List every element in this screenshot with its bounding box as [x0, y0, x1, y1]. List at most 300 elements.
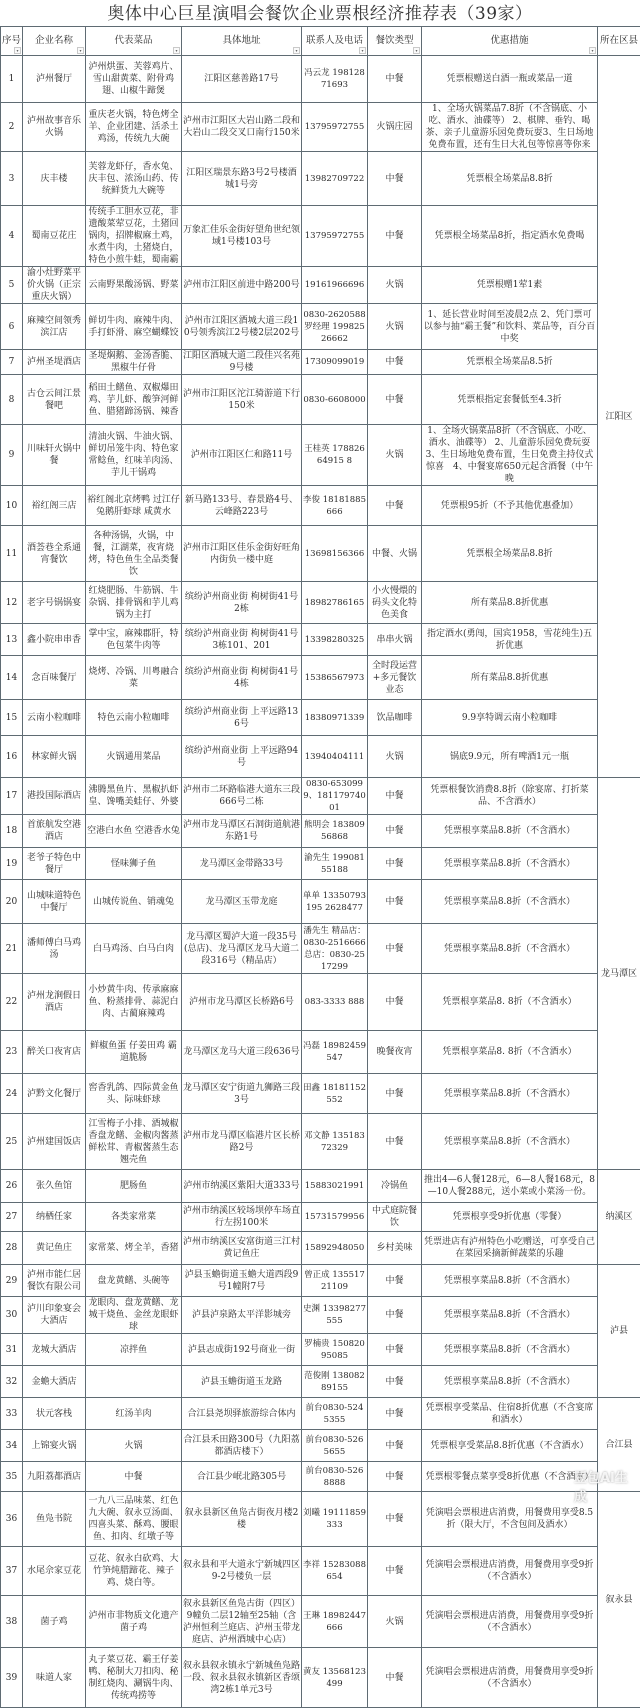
table-row — [1, 582, 640, 624]
table-row — [1, 924, 640, 974]
signature-dishes-cell: 怪味狮子鱼 — [86, 848, 182, 880]
restaurant-name-cell: 渝小灶野菜平价火锅（正宗重庆火锅） — [23, 267, 86, 304]
table-row — [1, 375, 640, 425]
header-type[interactable]: 餐饮类型 ▾ — [368, 27, 422, 56]
signature-dishes-cell — [86, 1366, 182, 1398]
address-cell: 缤纷泸州商业街 上平远路94号 — [182, 736, 302, 778]
table-row — [1, 1114, 640, 1170]
row-number-cell: 14 — [1, 656, 23, 700]
offer-cell: 凭票根指定套餐低至4.3折 — [422, 375, 598, 425]
address-cell: 龙马潭区蜀泸大道一段35号(总店)、龙马潭区龙马大道二段316号（精品店） — [182, 924, 302, 974]
row-number-cell: 5 — [1, 267, 23, 304]
table-row — [1, 486, 640, 526]
cuisine-type-cell: 晚餐夜宵 — [368, 1031, 422, 1074]
address-cell: 缤纷泸州商业街 上平远路136号 — [182, 700, 302, 736]
filter-dropdown-icon[interactable]: ▾ — [293, 47, 300, 54]
filter-dropdown-icon[interactable]: ▾ — [14, 47, 21, 54]
header-row — [1, 27, 640, 56]
filter-dropdown-icon[interactable]: ▾ — [413, 47, 420, 54]
address-cell: 江阳区慈善路17号 — [182, 56, 302, 103]
row-number-cell: 28 — [1, 1232, 23, 1265]
offer-cell: 凭票根享菜品8.8折（不含酒水） — [422, 1265, 598, 1297]
row-number-cell: 33 — [1, 1398, 23, 1430]
signature-dishes-cell: 红烧肥肠、牛筋锅、牛杂锅、排骨锅和芋儿鸡锅为主打 — [86, 582, 182, 624]
row-number-cell: 25 — [1, 1114, 23, 1170]
signature-dishes-cell: 裕红阁北京烤鸭 过江仔兔鹅肝虾球 咸黄水 — [86, 486, 182, 526]
row-number-cell: 3 — [1, 152, 23, 206]
address-cell: 万象汇佳乐金街好望角世纪领域1号楼103号 — [182, 206, 302, 267]
watermark: 豆包AI生成 — [574, 1467, 640, 1505]
offer-cell: 凭票根零餐点菜享受8折优惠（不含酒水） — [422, 1462, 598, 1492]
contact-cell: 史渊 13398277555 — [302, 1297, 368, 1334]
cuisine-type-cell: 中餐 — [368, 1430, 422, 1462]
offer-cell: 凭票进店有泸州特色小吃赠送，可享受自己在菜园采摘新鲜蔬菜的乐趣 — [422, 1232, 598, 1265]
cuisine-type-cell: 串串火锅 — [368, 624, 422, 656]
district-cell: 龙马潭区 — [598, 778, 640, 1170]
contact-cell: 13940404111 — [302, 736, 368, 778]
restaurant-name-cell: 鱼凫书院 — [23, 1492, 86, 1547]
row-number-cell: 9 — [1, 425, 23, 486]
cuisine-type-cell: 中餐 — [368, 880, 422, 924]
cuisine-type-cell: 小火慢煨的码头文化特色美食 — [368, 582, 422, 624]
row-number-cell: 15 — [1, 700, 23, 736]
offer-cell: 凭票根享菜品8. 8折（不含酒水） — [422, 1031, 598, 1074]
restaurant-name-cell: 港投国际酒店 — [23, 778, 86, 815]
table-row — [1, 1265, 640, 1297]
cuisine-type-cell: 中餐 — [368, 1547, 422, 1596]
contact-cell: 0830-2620588 罗经理 19982526662 — [302, 304, 368, 350]
offer-cell: 指定酒水(勇闯，国宾1958，雪花纯生)五折优惠 — [422, 624, 598, 656]
cuisine-type-cell: 中餐 — [368, 152, 422, 206]
table-row — [1, 1074, 640, 1114]
signature-dishes-cell: 圣堤焖鹅、金汤香脆、黑椒牛仔骨 — [86, 350, 182, 375]
offer-cell: 凭票根餐饮消费8.8折（除宴席、打折菜品、不含酒水） — [422, 778, 598, 815]
address-cell: 龙马潭区安宁街道九狮路三段3号 — [182, 1074, 302, 1114]
district-cell: 叙永县 — [598, 1492, 640, 1708]
restaurant-name-cell: 鑫小院串串香 — [23, 624, 86, 656]
signature-dishes-cell: 火锅通用菜品 — [86, 736, 182, 778]
restaurant-name-cell: 古仓云间江景餐吧 — [23, 375, 86, 425]
address-cell: 叙永县新区鱼凫古街夜月楼2楼 — [182, 1492, 302, 1547]
address-cell: 泸州市纳溪区较场坝停车场直行左拐100米 — [182, 1203, 302, 1232]
offer-cell: 凭票根享菜品8.8折（不含酒水） — [422, 1366, 598, 1398]
district-cell: 纳溪区 — [598, 1170, 640, 1265]
table-row — [1, 1398, 640, 1430]
contact-cell: 罗楠贵 15082095085 — [302, 1334, 368, 1366]
offer-cell: 凭票根享受菜品、住宿8折优惠（不含宴席和酒水） — [422, 1398, 598, 1430]
table-row — [1, 526, 640, 582]
cuisine-type-cell: 中餐 — [368, 206, 422, 267]
restaurant-name-cell: 酒荟巷全系通宵餐饮 — [23, 526, 86, 582]
row-number-cell: 26 — [1, 1170, 23, 1203]
district-cell: 泸县 — [598, 1265, 640, 1398]
cuisine-type-cell: 火锅庄园 — [368, 103, 422, 152]
filter-dropdown-icon[interactable]: ▾ — [77, 47, 84, 54]
signature-dishes-cell: 清油火锅、牛油火锅、鲜切吊笼牛肉、特色家常鲶鱼，红味羊肉汤、芋儿干锅鸡 — [86, 425, 182, 486]
contact-cell: 渝先生 19908155188 — [302, 848, 368, 880]
cuisine-type-cell: 中餐 — [368, 1462, 422, 1492]
signature-dishes-cell: 盘龙黄鳝、头碗等 — [86, 1265, 182, 1297]
contact-cell: 邓文静 13518372329 — [302, 1114, 368, 1170]
contact-cell: 前台0830-5268888 — [302, 1462, 368, 1492]
restaurant-name-cell: 上锦宴火锅 — [23, 1430, 86, 1462]
restaurant-name-cell: 首旅航发空港酒店 — [23, 815, 86, 848]
contact-cell: 19161966696 — [302, 267, 368, 304]
restaurant-name-cell: 老爷子特色中餐厅 — [23, 848, 86, 880]
contact-cell: 17309099019 — [302, 350, 368, 375]
address-cell: 江阳区酒城大道二段佳兴名苑9号楼 — [182, 350, 302, 375]
signature-dishes-cell: 白马鸡汤、白马白肉 — [86, 924, 182, 974]
row-number-cell: 34 — [1, 1430, 23, 1462]
signature-dishes-cell: 重庆老火锅，特色烤全羊、企业团建、活杀土鸡汤，传统九大碗 — [86, 103, 182, 152]
contact-cell: 田鑫 18181152552 — [302, 1074, 368, 1114]
signature-dishes-cell: 泸州烘蛋、芙蓉鸡片、雪山甜黄菜、附骨鸡翅、山椒牛蹄煲 — [86, 56, 182, 103]
cuisine-type-cell: 中餐 — [368, 1074, 422, 1114]
contact-cell: 13398280325 — [302, 624, 368, 656]
signature-dishes-cell: 各种汤锅，火锅，中餐，江湖菜，夜宵烧烤，特色鱼生全品类餐饮 — [86, 526, 182, 582]
restaurant-name-cell: 九阳荔都酒店 — [23, 1462, 86, 1492]
row-number-cell: 30 — [1, 1297, 23, 1334]
signature-dishes-cell: 芙蓉龙虾仔，香水兔、庆丰包、浓汤山药、传统鲜货九大碗等 — [86, 152, 182, 206]
address-cell: 泸州市江阳区仁和路11号 — [182, 425, 302, 486]
table-row — [1, 1203, 640, 1232]
row-number-cell: 31 — [1, 1334, 23, 1366]
offer-cell: 凭演唱会票根进店消费，用餐费用享受9折（不含酒水） — [422, 1547, 598, 1596]
offer-cell: 凭票根全场菜品8.8折 — [422, 152, 598, 206]
table-row — [1, 848, 640, 880]
cuisine-type-cell: 中餐 — [368, 375, 422, 425]
signature-dishes-cell: 烧烤、冷锅、川粤融合菜 — [86, 656, 182, 700]
address-cell: 泸州市江阳区佳乐金街好旺角内街负一楼中庭 — [182, 526, 302, 582]
table-row — [1, 1297, 640, 1334]
signature-dishes-cell: 江雪梅子小排、酒城椒香盘龙鳝、金椒肉酱蒸鲜松茸、青椒酱蒸生态翘壳鱼 — [86, 1114, 182, 1170]
row-number-cell: 35 — [1, 1462, 23, 1492]
address-cell: 龙马潭区龙马大道三段636号 — [182, 1031, 302, 1074]
contact-cell: 潘先生 精品店：0830-2516666总店：0830-2517299 — [302, 924, 368, 974]
table-row — [1, 350, 640, 375]
filter-dropdown-icon[interactable]: ▾ — [173, 47, 180, 54]
cuisine-type-cell: 饮品咖啡 — [368, 700, 422, 736]
row-number-cell: 12 — [1, 582, 23, 624]
offer-cell: 凭票根全场菜品8折，指定酒水免费喝 — [422, 206, 598, 267]
signature-dishes-cell: 空港白水鱼 空港香水兔 — [86, 815, 182, 848]
row-number-cell: 20 — [1, 880, 23, 924]
table-row — [1, 1334, 640, 1366]
restaurant-name-cell: 味道人家 — [23, 1648, 86, 1708]
address-cell: 泸县玉蟾街道玉蟾大道西段9号1幢附7号 — [182, 1265, 302, 1297]
cuisine-type-cell: 中餐 — [368, 486, 422, 526]
restaurant-name-cell: 麻辣空间领秀滨江店 — [23, 304, 86, 350]
row-number-cell: 38 — [1, 1596, 23, 1648]
address-cell: 缤纷泸州商业街 枸树街41号4栋 — [182, 656, 302, 700]
offer-cell: 凭票根赠1荤1素 — [422, 267, 598, 304]
restaurant-name-cell: 状元客栈 — [23, 1398, 86, 1430]
cuisine-type-cell: 中餐 — [368, 1492, 422, 1547]
table-row — [1, 206, 640, 267]
offer-cell: 凭票根享菜品8.8折（不含酒水） — [422, 1334, 598, 1366]
restaurant-name-cell: 泸黔文化餐厅 — [23, 1074, 86, 1114]
row-number-cell: 4 — [1, 206, 23, 267]
table-row — [1, 267, 640, 304]
address-cell: 泸州市纳溪区安富街道三江村黄记鱼庄 — [182, 1232, 302, 1265]
row-number-cell: 6 — [1, 304, 23, 350]
signature-dishes-cell: 豆花、叙永白砍鸡、大竹笋炖腊蹄花、辣子鸡、烧白等。 — [86, 1547, 182, 1596]
contact-cell: 曾正成 13551721109 — [302, 1265, 368, 1297]
cuisine-type-cell: 中餐、火锅 — [368, 526, 422, 582]
signature-dishes-cell: 特色云南小粒咖啡 — [86, 700, 182, 736]
row-number-cell: 13 — [1, 624, 23, 656]
restaurant-name-cell: 泸州市能仁居餐饮有限公司 — [23, 1265, 86, 1297]
filter-dropdown-icon[interactable]: ▾ — [359, 47, 366, 54]
restaurant-name-cell: 云南小粒咖啡 — [23, 700, 86, 736]
signature-dishes-cell: 火锅 — [86, 1430, 182, 1462]
contact-cell: 0830-6608000 — [302, 375, 368, 425]
contact-cell: 15731579956 — [302, 1203, 368, 1232]
offer-cell: 凭票根全场菜品8.5折 — [422, 350, 598, 375]
cuisine-type-cell: 中餐 — [368, 1648, 422, 1708]
table-row — [1, 1462, 640, 1492]
cuisine-type-cell: 冷锅鱼 — [368, 1170, 422, 1203]
table-row — [1, 1547, 640, 1596]
contact-cell: 18380971339 — [302, 700, 368, 736]
contact-cell: 13982709722 — [302, 152, 368, 206]
cuisine-type-cell: 火锅 — [368, 304, 422, 350]
header-name[interactable]: 企业名称 ▾ — [23, 27, 86, 56]
header-district: 所在区县 — [598, 27, 640, 56]
filter-dropdown-icon[interactable]: ▾ — [589, 47, 596, 54]
contact-cell: 13795972755 — [302, 103, 368, 152]
table-row — [1, 1596, 640, 1648]
cuisine-type-cell: 中式庭院餐饮 — [368, 1203, 422, 1232]
signature-dishes-cell: 鲜切牛肉、麻辣牛肉、手打虾滑、麻空蝴蝶饺 — [86, 304, 182, 350]
table-row — [1, 656, 640, 700]
restaurant-name-cell: 老字号锅锅宴 — [23, 582, 86, 624]
offer-cell: 凭演唱会票根进店消费，用餐费用享受9折（不含酒水） — [422, 1648, 598, 1708]
contact-cell: 15883021991 — [302, 1170, 368, 1203]
header-address[interactable]: 具体地址 ▾ — [182, 27, 302, 56]
signature-dishes-cell: 传统手工胆水豆花，非遗酸菜荤豆花，土猪回锅肉，招牌椒麻土鸡，水煮牛肉，土猪烧白，特色小煎牛蛙，蜀南霸 — [86, 206, 182, 267]
restaurant-name-cell: 泸州餐厅 — [23, 56, 86, 103]
address-cell: 泸州市龙马潭区临港片区长桥路2号 — [182, 1114, 302, 1170]
row-number-cell: 23 — [1, 1031, 23, 1074]
offer-cell: 凭票根享菜品8.8折（不含酒水） — [422, 848, 598, 880]
row-number-cell: 18 — [1, 815, 23, 848]
contact-cell: 前台0830-5265655 — [302, 1430, 368, 1462]
offer-cell: 凭票根95折（不予其他优惠叠加） — [422, 486, 598, 526]
restaurant-name-cell: 泸州龙涧假日酒店 — [23, 974, 86, 1031]
offer-cell: 1、全场火锅菜品8折（不含锅底、小吃、酒水、油碟等） 2、儿童游乐园免费玩耍 3、生日场地免费布置，生日免费主持仪式惊喜 4、中餐宴席650元起含酒餐（中午晚 — [422, 425, 598, 486]
contact-cell: 13795972755 — [302, 206, 368, 267]
restaurant-name-cell: 泸川印象宴会大酒店 — [23, 1297, 86, 1334]
offer-cell: 凭票根享菜品8.8折（不含酒水） — [422, 880, 598, 924]
offer-cell: 凭票根享菜品8.8折（不含酒水） — [422, 815, 598, 848]
address-cell: 泸县泸泉路太平洋影城旁 — [182, 1297, 302, 1334]
restaurant-name-cell: 泸州建国饭店 — [23, 1114, 86, 1170]
signature-dishes-cell: 凉拌鱼 — [86, 1334, 182, 1366]
header-offer[interactable]: 优惠措施 ▾ — [422, 27, 598, 56]
cuisine-type-cell: 全时段运营+多元餐饮业态 — [368, 656, 422, 700]
cuisine-type-cell: 中餐 — [368, 1265, 422, 1297]
address-cell: 泸州市龙马潭区石洞街道航港东路1号 — [182, 815, 302, 848]
table-row — [1, 103, 640, 152]
signature-dishes-cell: 红汤羊肉 — [86, 1398, 182, 1430]
table-row — [1, 152, 640, 206]
signature-dishes-cell: 稻田土鳝鱼、双椒爆田鸡、芋儿虾、酸笋河鲜鱼、腊猪蹄汤锅、辣香 — [86, 375, 182, 425]
offer-cell: 所有菜品8.8折优惠 — [422, 656, 598, 700]
offer-cell: 凭票根全场菜品8.8折 — [422, 526, 598, 582]
signature-dishes-cell: 小炒黄牛肉、传承麻麻鱼、粉蒸排骨、蒜泥白肉、古蔺麻辣鸡 — [86, 974, 182, 1031]
restaurant-name-cell: 蜀南豆花庄 — [23, 206, 86, 267]
address-cell: 泸州市江阳区酒城大道三段10号领秀滨江2号楼2层202号 — [182, 304, 302, 350]
contact-cell: 刘曦 19111859333 — [302, 1492, 368, 1547]
table-row — [1, 736, 640, 778]
table-row — [1, 700, 640, 736]
contact-cell: 王琳 18982447666 — [302, 1596, 368, 1648]
address-cell: 叙永县叙永镇永宁新城鱼凫路一段、叙永县叙永镇新区香颂湾2栋1单元3号 — [182, 1648, 302, 1708]
address-cell: 泸州市纳溪区紫阳大道333号 — [182, 1170, 302, 1203]
restaurant-name-cell: 纳栖任家 — [23, 1203, 86, 1232]
cuisine-type-cell: 中餐 — [368, 350, 422, 375]
table-row — [1, 304, 640, 350]
table-row — [1, 778, 640, 815]
table-row — [1, 974, 640, 1031]
address-cell: 泸州市龙马潭区长桥路6号 — [182, 974, 302, 1031]
address-cell: 叙永县新区鱼凫古街（四区）9幢负二层12轴至25轴（含泸州恒利兰庭店、泸州玉带龙庭店、泸州酒城中心店） — [182, 1596, 302, 1648]
cuisine-type-cell: 火锅 — [368, 425, 422, 486]
header-contact[interactable]: 联系人及电话 ▾ — [302, 27, 368, 56]
row-number-cell: 7 — [1, 350, 23, 375]
address-cell: 泸州市江阳区前进中路200号 — [182, 267, 302, 304]
restaurant-name-cell: 水尾佘家豆花 — [23, 1547, 86, 1596]
district-cell: 江阳区 — [598, 56, 640, 778]
table-row — [1, 56, 640, 103]
table-row — [1, 425, 640, 486]
cuisine-type-cell: 乡村美味 — [368, 1232, 422, 1265]
address-cell: 泸州市江阳区大岩山路二段和大岩山二段交叉口南行150米 — [182, 103, 302, 152]
table-row — [1, 1492, 640, 1547]
row-number-cell: 36 — [1, 1492, 23, 1547]
restaurant-name-cell: 菌子鸡 — [23, 1596, 86, 1648]
contact-cell: 熊明会 18380956868 — [302, 815, 368, 848]
address-cell: 龙马潭区玉带龙庭 — [182, 880, 302, 924]
row-number-cell: 32 — [1, 1366, 23, 1398]
address-cell: 叙永县和平大道永宁新城四区9-2号楼负一层 — [182, 1547, 302, 1596]
address-cell: 合江县禾田路300号（九阳荔都酒店楼下） — [182, 1430, 302, 1462]
restaurant-name-cell: 醉关口夜宵店 — [23, 1031, 86, 1074]
restaurant-table — [0, 26, 640, 1708]
contact-cell: 黄友 13568123499 — [302, 1648, 368, 1708]
offer-cell: 锅底9.9元，所有啤酒1元一瓶 — [422, 736, 598, 778]
offer-cell: 凭演唱会票根进店消费，用餐费用享受8.5折（限大厅，不含包间及酒水） — [422, 1492, 598, 1547]
address-cell: 泸州市二环路临港大道东三段666号二栋 — [182, 778, 302, 815]
table-title: 奥体中心巨星演唱会餐饮企业票根经济推荐表（39家） — [0, 0, 640, 26]
signature-dishes-cell: 中餐 — [86, 1462, 182, 1492]
restaurant-name-cell: 裕红阁三店 — [23, 486, 86, 526]
row-number-cell: 21 — [1, 924, 23, 974]
address-cell: 缤纷泸州商业街 枸树街41号3栋101、201 — [182, 624, 302, 656]
table-row — [1, 1232, 640, 1265]
restaurant-name-cell: 张久鱼馆 — [23, 1170, 86, 1203]
address-cell: 泸县志成街192号商业一街 — [182, 1334, 302, 1366]
table-row — [1, 1648, 640, 1708]
row-number-cell: 27 — [1, 1203, 23, 1232]
address-cell: 合江县少岷北路305号 — [182, 1462, 302, 1492]
cuisine-type-cell: 中餐 — [368, 1334, 422, 1366]
offer-cell: 凭票根享菜品8.8折（不含酒水） — [422, 924, 598, 974]
cuisine-type-cell: 中餐 — [368, 1114, 422, 1170]
contact-cell: 083-3333 888 — [302, 974, 368, 1031]
restaurant-name-cell: 金蟾大酒店 — [23, 1366, 86, 1398]
header-number[interactable]: 序号 ▾ — [1, 27, 23, 56]
restaurant-name-cell: 泸州圣堤酒店 — [23, 350, 86, 375]
contact-cell: 李祥 15283088654 — [302, 1547, 368, 1596]
row-number-cell: 24 — [1, 1074, 23, 1114]
cuisine-type-cell: 火锅 — [368, 267, 422, 304]
row-number-cell: 37 — [1, 1547, 23, 1596]
table-row — [1, 880, 640, 924]
row-number-cell: 19 — [1, 848, 23, 880]
cuisine-type-cell: 中餐 — [368, 1366, 422, 1398]
signature-dishes-cell: 窖香乳鸽、四际黄金鱼头、际味虾球 — [86, 1074, 182, 1114]
table-row — [1, 1366, 640, 1398]
table-body — [1, 56, 640, 1708]
offer-cell: 推出4—6人餐128元，6—8人餐168元，8—10人餐288元，送小菜或小菜汤一份。 — [422, 1170, 598, 1203]
district-cell: 合江县 — [598, 1398, 640, 1492]
cuisine-type-cell: 中餐 — [368, 1297, 422, 1334]
offer-cell: 1、全场火锅菜品7.8折（不含锅底、小吃、酒水、油碟等） 2、棋牌、垂钓、喝茶、亲子儿童游乐园免费玩耍3、生日场地免费布置，还有生日大礼包等惊喜等你来 — [422, 103, 598, 152]
cuisine-type-cell: 火锅 — [368, 1596, 422, 1648]
contact-cell: 范俊刚 13808289155 — [302, 1366, 368, 1398]
restaurant-name-cell: 黄记鱼庄 — [23, 1232, 86, 1265]
signature-dishes-cell: 沸腾黑鱼片、黑椒扒虾皇、馋嘴美蛙仔、外婆 — [86, 778, 182, 815]
row-number-cell: 1 — [1, 56, 23, 103]
address-cell: 合江县尧坝驿旅游综合体内 — [182, 1398, 302, 1430]
row-number-cell: 8 — [1, 375, 23, 425]
offer-cell: 凭票根赠送白酒一瓶或菜品一道 — [422, 56, 598, 103]
contact-cell: 单单 13350793195 2628477 — [302, 880, 368, 924]
signature-dishes-cell: 泸州市非物质文化遗产菌子鸡 — [86, 1596, 182, 1648]
contact-cell: 王桂英 17882664915 8 — [302, 425, 368, 486]
table-row — [1, 815, 640, 848]
restaurant-name-cell: 潘师傅白马鸡汤 — [23, 924, 86, 974]
address-cell: 泸州市江阳区沱江骑游道下行150米 — [182, 375, 302, 425]
signature-dishes-cell: 肥肠鱼 — [86, 1170, 182, 1203]
signature-dishes-cell: 家常菜、烤全羊，香猪 — [86, 1232, 182, 1265]
signature-dishes-cell: 龙眼肉、盘龙黄鳝、龙城干烧鱼、金丝龙眼虾球 — [86, 1297, 182, 1334]
cuisine-type-cell: 中餐 — [368, 56, 422, 103]
restaurant-name-cell: 山城味道特色中餐厅 — [23, 880, 86, 924]
offer-cell: 凭票根享菜品8. 8折（不含酒水） — [422, 974, 598, 1031]
offer-cell: 凭票根享菜品8.8折（不含酒水） — [422, 1297, 598, 1334]
restaurant-name-cell: 庆丰楼 — [23, 152, 86, 206]
contact-cell: 冯磊 18982459547 — [302, 1031, 368, 1074]
contact-cell: 13698156366 — [302, 526, 368, 582]
address-cell: 新马路133号、春景路4号、云峰路223号 — [182, 486, 302, 526]
table-row — [1, 1430, 640, 1462]
address-cell: 泸县玉蟾街道玉龙路 — [182, 1366, 302, 1398]
table-row — [1, 1031, 640, 1074]
cuisine-type-cell: 中餐 — [368, 815, 422, 848]
signature-dishes-cell: 丸子菜豆花、霸王仔姜鸭、秘制大刀扣肉、秘制红烧肉、涮锅牛肉、传统鸡捞等 — [86, 1648, 182, 1708]
restaurant-name-cell: 泸州故事音乐火锅 — [23, 103, 86, 152]
table-row — [1, 624, 640, 656]
restaurant-name-cell: 龙城大酒店 — [23, 1334, 86, 1366]
cuisine-type-cell: 中餐 — [368, 778, 422, 815]
table-row — [1, 1170, 640, 1203]
header-dishes[interactable]: 代表菜品 ▾ — [86, 27, 182, 56]
row-number-cell: 10 — [1, 486, 23, 526]
signature-dishes-cell: 掌中宝，麻辣郡肝，特色包菜牛肉等 — [86, 624, 182, 656]
